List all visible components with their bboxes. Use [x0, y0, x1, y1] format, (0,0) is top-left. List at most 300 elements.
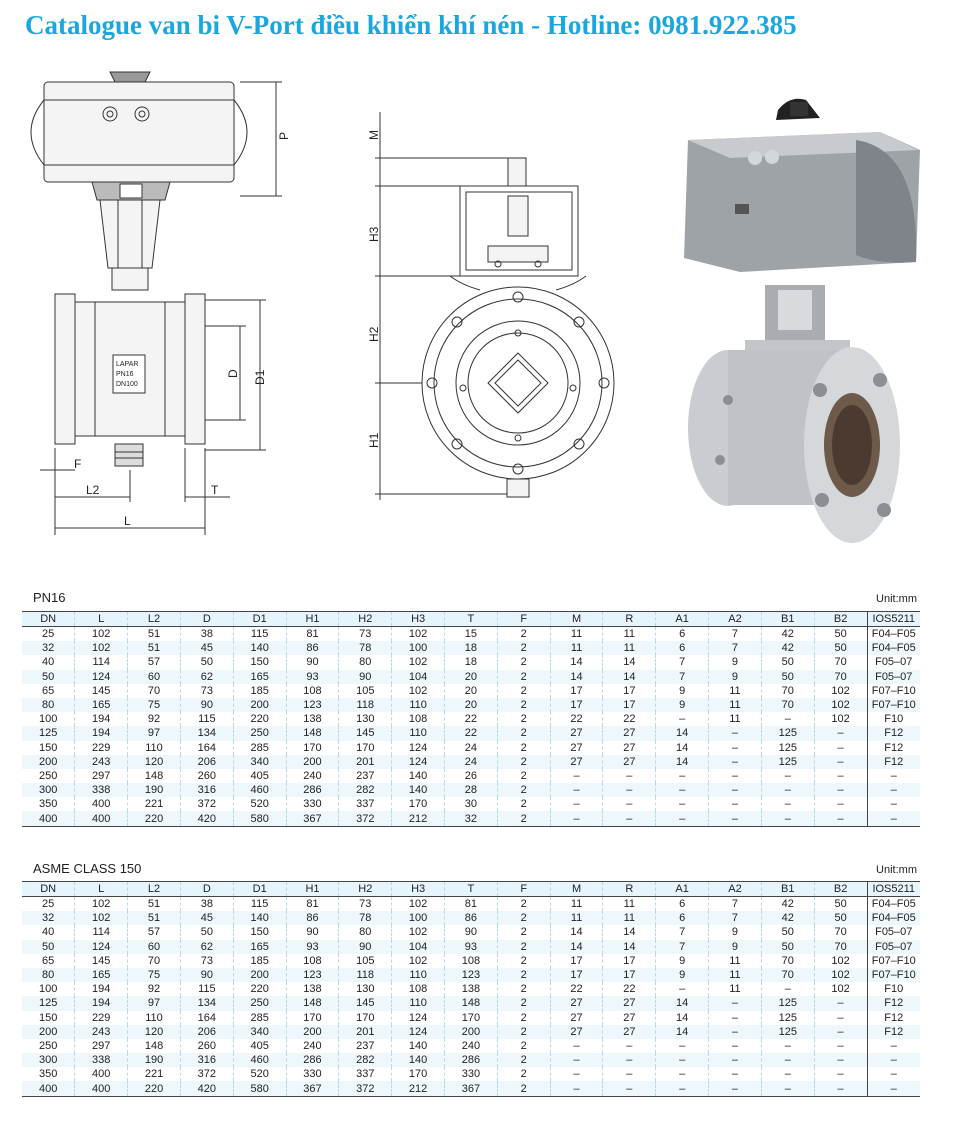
table-cell: 100	[38, 983, 58, 996]
product-photo	[684, 99, 920, 543]
table-cell: 148	[128, 769, 181, 783]
table-row	[22, 968, 920, 982]
table-cell: 11	[709, 712, 762, 726]
table-cell: 164	[180, 1011, 233, 1025]
table-cell: 7	[656, 655, 709, 669]
table-row	[22, 954, 920, 968]
table-cell: 25	[42, 898, 55, 911]
table-cell: 165	[233, 940, 286, 954]
body-mark-1: LAPAR	[116, 361, 139, 368]
table-cell: 51	[128, 641, 181, 655]
table-cell: –	[550, 783, 603, 797]
table-cell: 2	[497, 925, 550, 939]
table-cell: 206	[180, 1025, 233, 1039]
table-cell: F12	[867, 1025, 920, 1039]
table-cell: 51	[128, 897, 181, 912]
table-cell: 2	[497, 996, 550, 1010]
table-cell: 75	[128, 968, 181, 982]
table-cell: 201	[339, 755, 392, 769]
table-cell: 45	[180, 641, 233, 655]
table-row	[22, 1053, 920, 1067]
column-header: DN	[22, 882, 75, 897]
table-cell: 229	[75, 741, 128, 755]
table-cell: 250	[233, 996, 286, 1010]
table-cell: –	[656, 1053, 709, 1067]
table-cell: 115	[180, 982, 233, 996]
table-cell: 330	[286, 797, 339, 811]
table-cell: 93	[286, 670, 339, 684]
table-cell: 73	[339, 897, 392, 912]
table-cell: 70	[761, 698, 814, 712]
table-cell: 2	[497, 698, 550, 712]
table-cell: 148	[286, 726, 339, 740]
table-cell: 81	[286, 627, 339, 642]
table-cell: 28	[445, 783, 498, 797]
table-cell: F04–F05	[867, 911, 920, 925]
dim-label-D: D	[226, 369, 240, 378]
table-cell: 125	[22, 726, 75, 740]
side-view-drawing	[31, 72, 282, 535]
table-cell: 145	[75, 954, 128, 968]
table-cell: 286	[286, 1053, 339, 1067]
table-cell: –	[603, 769, 656, 783]
column-header: D	[180, 882, 233, 897]
table-row	[22, 684, 920, 698]
table-cell: 17	[603, 698, 656, 712]
table-cell: 38	[180, 627, 233, 642]
table-cell: –	[867, 783, 920, 797]
table-cell: 2	[497, 769, 550, 783]
asme-spec-table	[22, 881, 920, 1097]
dim-label-L: L	[124, 514, 131, 528]
table-cell: 50	[180, 655, 233, 669]
table-cell: 22	[550, 712, 603, 726]
table-cell: –	[550, 1067, 603, 1081]
table1-unit: Unit:mm	[876, 593, 917, 605]
table-cell: 25	[42, 628, 55, 641]
table-cell: 70	[814, 655, 867, 669]
table-cell: 118	[339, 968, 392, 982]
column-header: T	[445, 882, 498, 897]
table-cell: 337	[339, 797, 392, 811]
table-cell: 17	[603, 684, 656, 698]
table-cell: 11	[709, 698, 762, 712]
table-cell: –	[709, 1081, 762, 1096]
table-cell: 17	[550, 968, 603, 982]
column-header: A2	[709, 882, 762, 897]
table-cell: 124	[392, 1011, 445, 1025]
table-cell: 138	[286, 982, 339, 996]
table-cell: 100	[38, 713, 58, 726]
table-cell: 237	[339, 1039, 392, 1053]
table-cell: 130	[339, 982, 392, 996]
table-cell: 90	[339, 670, 392, 684]
table-cell: –	[550, 797, 603, 811]
table-cell: 125	[761, 741, 814, 755]
table-cell: 102	[814, 712, 867, 726]
table-cell: –	[656, 797, 709, 811]
table-row	[22, 925, 920, 939]
table-cell: F05–07	[867, 940, 920, 954]
column-header: H2	[339, 882, 392, 897]
table-cell: 14	[656, 755, 709, 769]
table-cell: 140	[392, 769, 445, 783]
table-cell: 50	[22, 670, 75, 684]
table-cell: 27	[550, 1011, 603, 1025]
table-cell: –	[656, 1067, 709, 1081]
table-row	[22, 726, 920, 740]
table-cell: 50	[814, 627, 867, 642]
table-cell: 2	[497, 1011, 550, 1025]
table-cell: 2	[497, 641, 550, 655]
table-cell: 200	[233, 698, 286, 712]
table-cell: 108	[286, 684, 339, 698]
table-cell: 220	[233, 712, 286, 726]
table-row	[22, 1081, 920, 1096]
table-cell: –	[814, 797, 867, 811]
table-cell: 170	[339, 1011, 392, 1025]
table-cell: 102	[814, 968, 867, 982]
table-cell: 100	[392, 641, 445, 655]
table-cell: –	[761, 982, 814, 996]
table-cell: 110	[392, 698, 445, 712]
table-cell: 2	[497, 684, 550, 698]
table-cell: 165	[233, 670, 286, 684]
table-cell: 75	[128, 698, 181, 712]
table-cell: 105	[339, 954, 392, 968]
table-cell: 73	[339, 627, 392, 642]
table-cell: 50	[814, 641, 867, 655]
table-cell: 250	[38, 769, 58, 782]
table-cell: 148	[445, 996, 498, 1010]
column-header: D	[180, 612, 233, 627]
table-cell: 260	[180, 769, 233, 783]
table-cell: 90	[445, 925, 498, 939]
table-cell: 200	[22, 755, 75, 769]
table-cell: 20	[445, 698, 498, 712]
table-cell: 115	[233, 627, 286, 642]
table-cell: 2	[497, 940, 550, 954]
table-cell: 250	[38, 1039, 58, 1052]
table-cell: 2	[497, 1053, 550, 1067]
table-cell: 123	[286, 968, 339, 982]
table-cell: –	[709, 1039, 762, 1053]
table-cell: 7	[656, 940, 709, 954]
page-title: Catalogue van bi V-Port điều khiển khí nén - Hotline: 0981.922.385	[25, 10, 797, 40]
table-cell: 420	[180, 1081, 233, 1096]
table-cell: 50	[761, 940, 814, 954]
table-cell: 201	[339, 1025, 392, 1039]
table-cell: 14	[603, 940, 656, 954]
table-cell: 125	[761, 1025, 814, 1039]
table-cell: 140	[233, 911, 286, 925]
table-cell: 65	[42, 954, 55, 967]
table-cell: 420	[180, 811, 233, 826]
dim-label-F: F	[74, 457, 82, 471]
table-cell: 120	[128, 755, 181, 769]
table-cell: 24	[445, 741, 498, 755]
table-cell: 70	[761, 954, 814, 968]
table-cell: 350	[38, 798, 58, 811]
table-cell: 40	[42, 926, 55, 939]
table-cell: –	[814, 811, 867, 826]
table-cell: 27	[550, 1025, 603, 1039]
front-view-drawing	[375, 112, 614, 500]
table-cell: 150	[233, 925, 286, 939]
table-cell: 18	[445, 641, 498, 655]
table-cell: 42	[761, 627, 814, 642]
table-cell: 125	[761, 1011, 814, 1025]
table-cell: 102	[75, 911, 128, 925]
table-cell: 2	[497, 627, 550, 642]
table-cell: 27	[603, 996, 656, 1010]
table-cell: 70	[128, 954, 181, 968]
table-row	[22, 712, 920, 726]
table-cell: 340	[233, 755, 286, 769]
table-header-row	[22, 882, 920, 897]
body-mark-2: PN16	[116, 371, 134, 378]
table-cell: 221	[128, 1067, 181, 1081]
table-cell: –	[761, 1039, 814, 1053]
table-cell: –	[814, 755, 867, 769]
table-cell: 7	[709, 911, 762, 925]
table-cell: 194	[75, 712, 128, 726]
table-cell: F05–07	[867, 925, 920, 939]
table-cell: 17	[550, 684, 603, 698]
table-cell: 6	[656, 911, 709, 925]
table-cell: 212	[392, 1081, 445, 1096]
table-cell: 372	[339, 1081, 392, 1096]
table-cell: 190	[128, 783, 181, 797]
table-cell: 60	[128, 670, 181, 684]
table-cell: 460	[233, 783, 286, 797]
table-cell: 145	[339, 996, 392, 1010]
table-cell: –	[761, 783, 814, 797]
table-cell: –	[814, 726, 867, 740]
table-cell: 110	[392, 996, 445, 1010]
table-cell: 2	[497, 911, 550, 925]
table-row	[22, 811, 920, 826]
table-cell: 14	[603, 925, 656, 939]
table-cell: 50	[814, 897, 867, 912]
column-header: IOS5211	[867, 612, 920, 627]
table-cell: 90	[180, 698, 233, 712]
table-row	[22, 982, 920, 996]
table-cell: 194	[75, 982, 128, 996]
table-header-row	[22, 612, 920, 627]
table-cell: 24	[445, 755, 498, 769]
table-cell: 90	[339, 940, 392, 954]
table-cell: 92	[128, 982, 181, 996]
table-cell: F07–F10	[867, 684, 920, 698]
column-header: R	[603, 882, 656, 897]
table-cell: 73	[180, 954, 233, 968]
table-cell: 22	[603, 712, 656, 726]
table-cell: 9	[656, 968, 709, 982]
table-cell: 22	[445, 726, 498, 740]
table-cell: 102	[75, 627, 128, 642]
table-cell: 78	[339, 911, 392, 925]
column-header: L2	[128, 612, 181, 627]
table-cell: 400	[75, 1067, 128, 1081]
table-cell: 240	[445, 1039, 498, 1053]
table-cell: 520	[233, 797, 286, 811]
table-cell: –	[814, 1081, 867, 1096]
table-cell: 17	[550, 698, 603, 712]
table-row	[22, 655, 920, 669]
table-cell: 206	[180, 755, 233, 769]
table-cell: –	[603, 797, 656, 811]
table-cell: 300	[22, 783, 75, 797]
table-cell: F05–07	[867, 670, 920, 684]
table-cell: 285	[233, 741, 286, 755]
table-cell: 140	[392, 783, 445, 797]
table-cell: 330	[445, 1067, 498, 1081]
technical-drawings	[0, 55, 953, 585]
table-cell: 286	[445, 1053, 498, 1067]
table-cell: 124	[392, 755, 445, 769]
table-cell: 150	[38, 1011, 58, 1024]
table-cell: F04–F05	[867, 897, 920, 912]
table-cell: 400	[22, 811, 75, 826]
table-cell: 86	[445, 911, 498, 925]
table-cell: 170	[286, 741, 339, 755]
table-cell: 460	[233, 1053, 286, 1067]
table-cell: 80	[339, 925, 392, 939]
table-cell: –	[603, 1053, 656, 1067]
table-cell: 60	[128, 940, 181, 954]
table-cell: 73	[180, 684, 233, 698]
table-row	[22, 911, 920, 925]
table-cell: 118	[339, 698, 392, 712]
table-row	[22, 755, 920, 769]
table-cell: 220	[128, 1081, 181, 1096]
table-cell: 11	[603, 911, 656, 925]
column-header: A2	[709, 612, 762, 627]
table-cell: 338	[75, 1053, 128, 1067]
table-cell: 286	[286, 783, 339, 797]
table-cell: 200	[286, 755, 339, 769]
table-cell: 148	[128, 1039, 181, 1053]
column-header: R	[603, 612, 656, 627]
table-cell: 110	[128, 741, 181, 755]
table-cell: 70	[814, 925, 867, 939]
table-cell: 134	[180, 726, 233, 740]
table-cell: 9	[709, 940, 762, 954]
table-cell: 80	[339, 655, 392, 669]
table-cell: 93	[286, 940, 339, 954]
table-cell: –	[656, 712, 709, 726]
table-cell: –	[550, 1053, 603, 1067]
table-cell: 14	[656, 1025, 709, 1039]
table-cell: 2	[497, 726, 550, 740]
table-cell: 14	[656, 996, 709, 1010]
table-cell: 150	[233, 655, 286, 669]
table-cell: 11	[709, 968, 762, 982]
table-cell: 400	[75, 1081, 128, 1096]
table-cell: 62	[180, 670, 233, 684]
table-cell: 190	[128, 1053, 181, 1067]
table-cell: 243	[75, 755, 128, 769]
table-cell: 200	[286, 1025, 339, 1039]
table-cell: 27	[603, 726, 656, 740]
table-cell: 86	[286, 641, 339, 655]
table-cell: F05–07	[867, 655, 920, 669]
table-cell: –	[814, 783, 867, 797]
table-cell: 340	[233, 1025, 286, 1039]
table-cell: 123	[286, 698, 339, 712]
table-cell: 102	[392, 954, 445, 968]
table-row	[22, 783, 920, 797]
table-cell: –	[709, 811, 762, 826]
table-cell: 11	[550, 627, 603, 642]
table-cell: 90	[180, 968, 233, 982]
table-cell: 124	[75, 940, 128, 954]
table-cell: –	[761, 712, 814, 726]
table-cell: 50	[761, 655, 814, 669]
table-cell: 11	[709, 982, 762, 996]
table-cell: 125	[761, 726, 814, 740]
table-cell: 20	[445, 670, 498, 684]
table-cell: 86	[286, 911, 339, 925]
table-cell: 7	[656, 925, 709, 939]
table-cell: 27	[603, 1025, 656, 1039]
table-row	[22, 797, 920, 811]
table-cell: 400	[75, 797, 128, 811]
table-cell: 38	[180, 897, 233, 912]
column-header: H3	[392, 612, 445, 627]
table-cell: 372	[180, 1067, 233, 1081]
table-cell: –	[709, 741, 762, 755]
table-cell: 102	[814, 698, 867, 712]
table-row	[22, 769, 920, 783]
table-cell: 27	[550, 741, 603, 755]
table-cell: 42	[761, 897, 814, 912]
table-cell: 15	[445, 627, 498, 642]
table-cell: 14	[656, 726, 709, 740]
table-cell: 120	[128, 1025, 181, 1039]
table-cell: 27	[550, 755, 603, 769]
table-cell: 11	[550, 897, 603, 912]
table-cell: 102	[392, 627, 445, 642]
table-cell: 138	[445, 982, 498, 996]
table-cell: –	[867, 1039, 920, 1053]
table-cell: 400	[75, 811, 128, 826]
table-cell: 165	[75, 698, 128, 712]
table-cell: 102	[392, 897, 445, 912]
table-cell: 6	[656, 641, 709, 655]
table-cell: –	[867, 769, 920, 783]
table-cell: F12	[867, 1011, 920, 1025]
table-row	[22, 1011, 920, 1025]
table-cell: –	[867, 811, 920, 826]
table-cell: 2	[497, 968, 550, 982]
table-cell: –	[814, 1067, 867, 1081]
column-header: F	[497, 612, 550, 627]
table-cell: 145	[339, 726, 392, 740]
table-cell: 80	[22, 968, 75, 982]
pn16-spec-table	[22, 611, 920, 827]
table-cell: 124	[75, 670, 128, 684]
table-cell: 17	[603, 968, 656, 982]
table-cell: 6	[656, 627, 709, 642]
column-header: T	[445, 612, 498, 627]
table-cell: F04–F05	[867, 627, 920, 642]
table-cell: 57	[128, 655, 181, 669]
table-cell: 316	[180, 783, 233, 797]
table-cell: 7	[656, 670, 709, 684]
table-cell: 97	[128, 996, 181, 1010]
